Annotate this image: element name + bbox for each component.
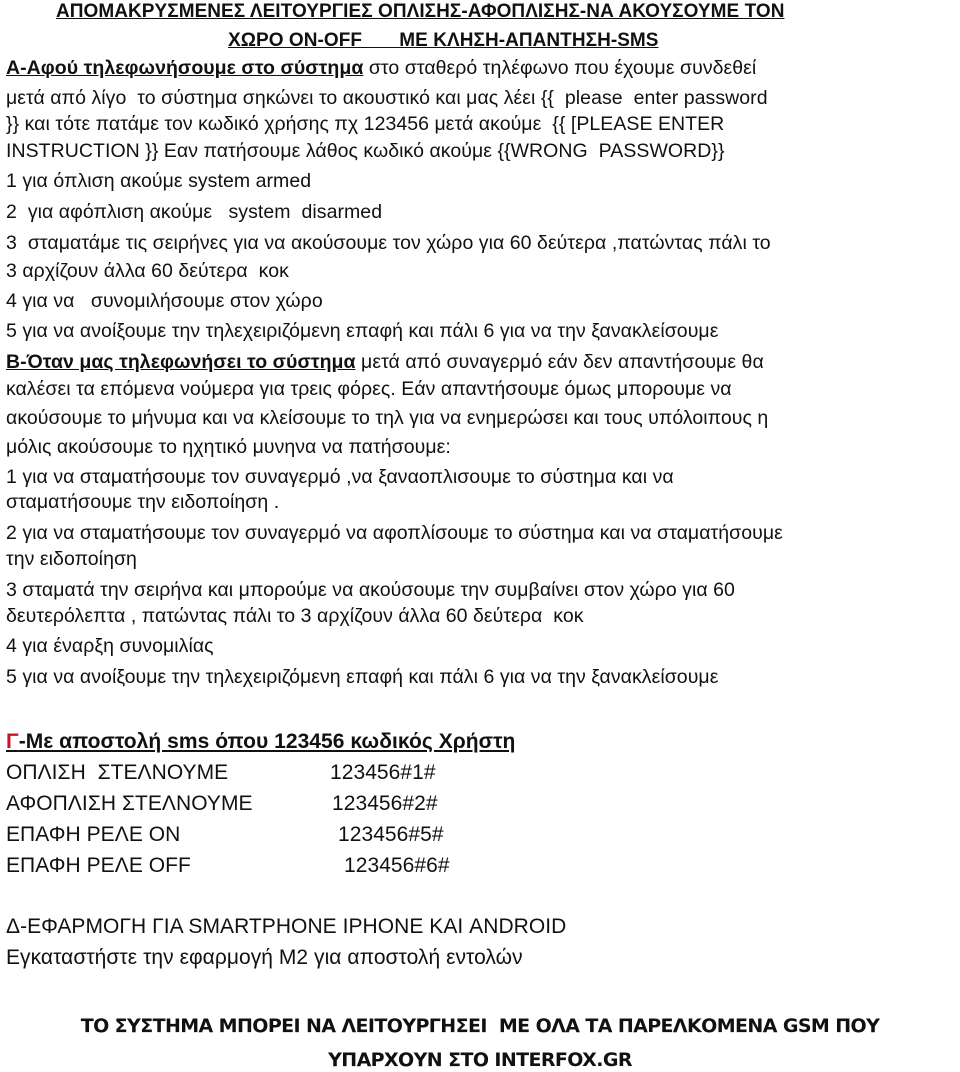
sms-command-action: ΑΦΟΠΛΙΣΗ ΣΤΕΛΝΟΥΜΕ — [6, 792, 253, 815]
section-b-item-4: 4 για έναρξη συνομιλίας — [6, 635, 214, 657]
section-b-line-1-text: μετά από συναγερμό εάν δεν απαντήσουμε θα — [355, 351, 764, 373]
section-a-line-4: INSTRUCTION }} Εαν πατήσουμε λάθος κωδικό ακούμε {{WRONG PASSWORD}} — [6, 140, 725, 162]
sms-command-code: 123456#6# — [344, 854, 450, 877]
section-d-title: Δ-ΕΦΑΡΜΟΓΗ ΓΙΑ SMARTPHONE IPHONE ΚΑΙ ANDROID — [6, 915, 567, 938]
footer-line-1: ΤΟ ΣΥΣΤΗΜΑ ΜΠΟΡΕΙ ΝΑ ΛΕΙΤΟΥΡΓΗΣΕΙ ΜΕ ΟΛΑ ΤΑ ΠΑΡΕΛΚΟΜΕΝΑ GSM ΠΟΥ — [80, 1015, 880, 1037]
sms-command-code: 123456#5# — [338, 823, 444, 846]
footer-line-2: ΥΠΑΡΧΟΥΝ ΣΤΟ INTERFOX.GR — [328, 1049, 632, 1071]
section-c-letter: Γ — [6, 730, 19, 753]
section-a-label: Α-Αφού τηλεφωνήσουμε στο σύστημα — [6, 57, 364, 79]
section-a-item-3-line-2: 3 αρχίζουν άλλα 60 δεύτερα κοκ — [6, 260, 289, 282]
section-b-line-4: μόλις ακούσουμε το ηχητικό μυνηνα να πατήσουμε: — [6, 436, 451, 458]
section-a-item-4: 4 για να συνομιλήσουμε στον χώρο — [6, 290, 323, 312]
section-b-item-3-line-2: δευτερόλεπτα , πατώντας πάλι το 3 αρχίζουν άλλα 60 δεύτερα κοκ — [6, 605, 584, 627]
section-a-line-1 — [6, 59, 756, 79]
section-b-item-1-line-2: σταματήσουμε την ειδοποίηση . — [6, 491, 280, 513]
section-b-item-1-line-1: 1 για να σταματήσουμε τον συναγερμό ,να ξαναοπλισουμε το σύστημα και να — [6, 466, 674, 488]
section-b-line-1 — [6, 353, 764, 373]
sms-command-action: ΕΠΑΦΗ ΡΕΛΕ OFF — [6, 854, 191, 877]
section-a-line-3: }} και τότε πατάμε τον κωδικό χρήσης πχ 123456 μετά ακούμε {{ [PLEASE ENTER — [6, 113, 725, 135]
section-b-line-2: καλέσει τα επόμενα νούμερα για τρεις φόρες. Εάν απαντήσουμε όμως μπορουμε να — [6, 378, 732, 400]
sms-command-action: ΕΠΑΦΗ ΡΕΛΕ ΟΝ — [6, 823, 181, 846]
section-a-item-3-line-1: 3 σταματάμε τις σειρήνες για να ακούσουμε τον χώρο για 60 δεύτερα ,πατώντας πάλι το — [6, 232, 771, 254]
sms-command-code: 123456#2# — [332, 792, 438, 815]
sms-command-code: 123456#1# — [330, 761, 436, 784]
section-a-item-5: 5 για να ανοίξουμε την τηλεχειριζόμενη επαφή και πάλι 6 για να την ξανακλείσουμε — [6, 320, 719, 342]
section-b-line-3: ακούσουμε το μήνυμα και να κλείσουμε το τηλ για να ενημερώσει και τους υπόλοιπους η — [6, 407, 769, 429]
document-title-line-2: ΧΩΡΟ ON-OFF ΜΕ ΚΛΗΣΗ-ΑΠΑΝΤΗΣΗ-SMS — [228, 30, 659, 51]
section-b-item-2-line-1: 2 για να σταματήσουμε τον συναγερμό να αφοπλίσουμε το σύστημα και να σταματήσουμε — [6, 522, 783, 544]
section-c-title: -Με αποστολή sms όπου 123456 κωδικός Χρήστη — [18, 730, 516, 753]
sms-command-action: ΟΠΛΙΣΗ ΣΤΕΛΝΟΥΜΕ — [6, 761, 229, 784]
section-c-heading — [6, 731, 515, 752]
section-b-item-5: 5 για να ανοίξουμε την τηλεχειριζόμενη επαφή και πάλι 6 για να την ξανακλείσουμε — [6, 666, 719, 688]
section-a-item-1: 1 για όπλιση ακούμε system armed — [6, 170, 312, 192]
section-b-label: Β-Όταν μας τηλεφωνήσει το σύστημα — [6, 351, 356, 373]
section-a-line-2: μετά από λίγο το σύστημα σηκώνει το ακουστικό και μας λέει {{ please enter password — [6, 87, 768, 109]
section-d-text: Εγκαταστήστε την εφαρμογή Μ2 για αποστολή εντολών — [6, 946, 523, 969]
section-b-item-3-line-1: 3 σταματά την σειρήνα και μπορούμε να ακούσουμε την συμβαίνει στον χώρο για 60 — [6, 579, 735, 601]
section-b-item-2-line-2: την ειδοποίηση — [6, 548, 137, 570]
section-a-line-1-text: στο σταθερό τηλέφωνο που έχουμε συνδεθεί — [363, 57, 757, 79]
document-title-line-1: ΑΠΟΜΑΚΡΥΣΜΕΝΕΣ ΛΕΙΤΟΥΡΓΙΕΣ ΟΠΛΙΣΗΣ-ΑΦΟΠΛΙΣΗΣ-ΝΑ ΑΚΟΥΣΟΥΜΕ ΤΟΝ — [56, 1, 785, 22]
section-a-item-2: 2 για αφόπλιση ακούμε system disarmed — [6, 201, 383, 223]
